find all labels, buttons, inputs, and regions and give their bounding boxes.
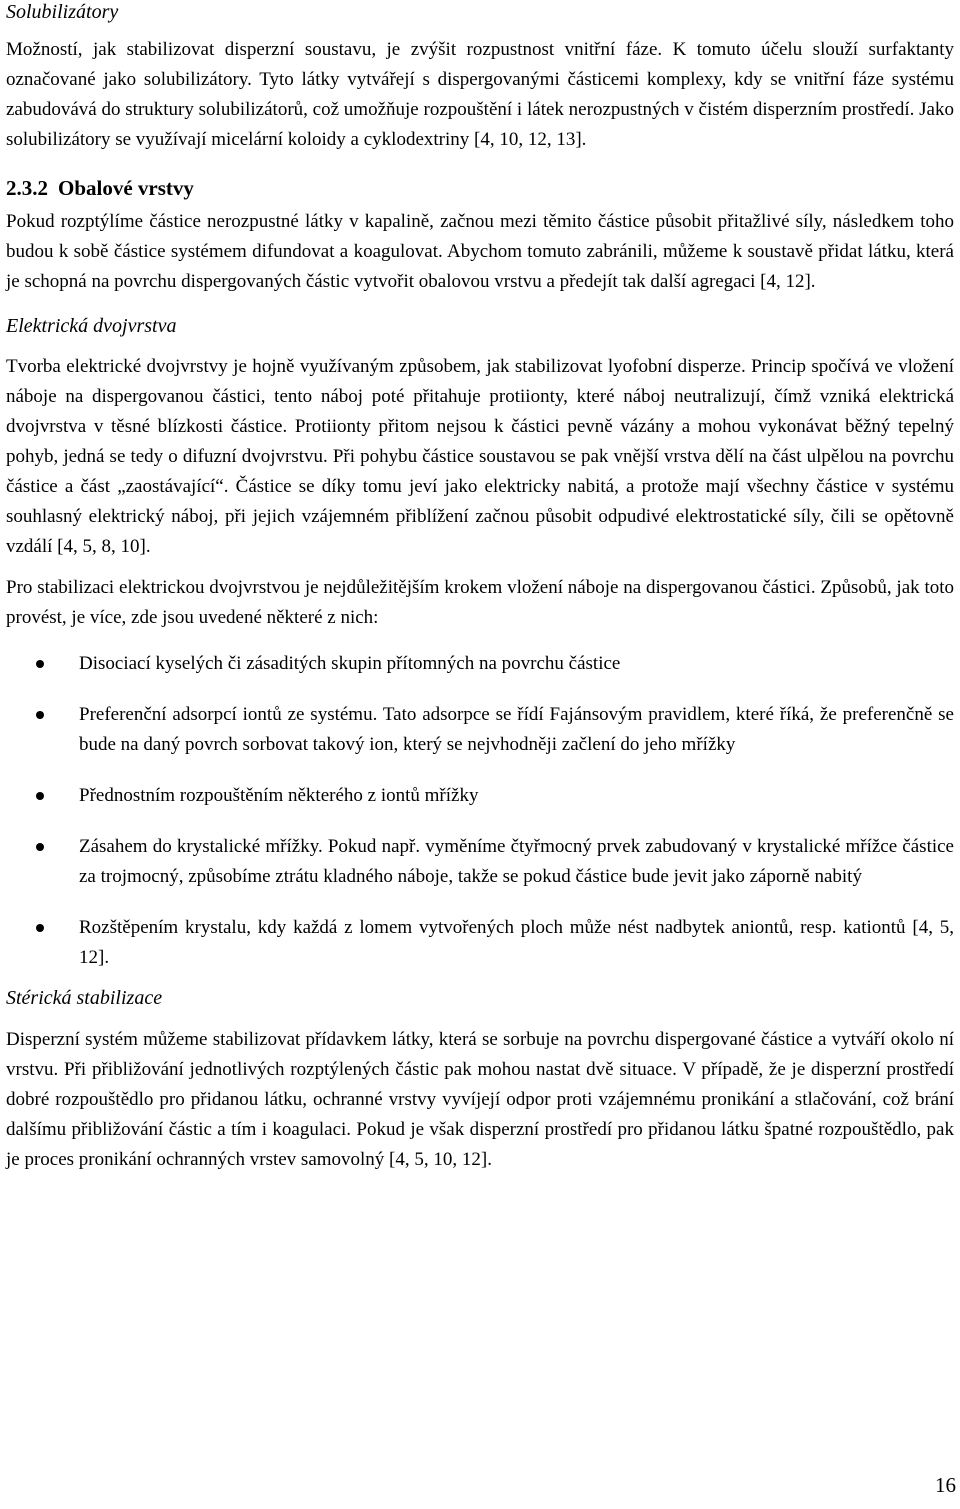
- bullet-icon: [36, 711, 44, 719]
- paragraph-elektricka-dvojvrstva-1: Tvorba elektrické dvojvrstvy je hojně využívaným způsobem, jak stabilizovat lyofobní disperze. Princip spočívá ve vložení náboje na dispergovanou částici, tento náboj poté přitahuje protiionty, které náboj neutralizují, čímž vzniká elektrická dvojvrstva v těsné blízkosti částice. Protiionty přitom nejsou k částici pevně vázány a mohou vykonávat běžný tepelný pohyb, jedná se tedy o difuzní dvojvrstvu. Při pohybu částice soustavou se pak vnější vrstva dělí na část ulpělou na povrchu částice a část „zaostávající“. Částice se díky tomu jeví jako elektricky nabitá, a protože mají všechny částice v systému souhlasný elektrický náboj, při jejich vzájemném přiblížení začnou působit odpudivé elektrostatické síly, čili se opětovně vzdálí [4, 5, 8, 10].: [6, 356, 954, 557]
- heading-solubilizatory: Solubilizátory: [6, 1, 119, 23]
- list-item-text: Preferenční adsorpcí iontů ze systému. Tato adsorpce se řídí Fajánsovým pravidlem, které říká, že preferenčně se bude na daný povrch sorbovat takový ion, který se nejvhodněji začlení do jeho mřížky: [79, 704, 954, 755]
- heading-stericka-stabilizace: Stérická stabilizace: [6, 987, 163, 1009]
- bullet-icon: [36, 660, 44, 668]
- list-item: [6, 700, 954, 760]
- section-title: Obalové vrstvy: [58, 176, 194, 200]
- list-item: [6, 832, 954, 892]
- heading-elektricka-dvojvrstva: Elektrická dvojvrstva: [6, 315, 177, 337]
- paragraph-elektricka-dvojvrstva-2: Pro stabilizaci elektrickou dvojvrstvou je nejdůležitějším krokem vložení náboje na dispergovanou částici. Způsobů, jak toto provést, je více, zde jsou uvedené některé z nich:: [6, 577, 954, 628]
- list-item-text: Přednostním rozpouštěním některého z iontů mřížky: [79, 785, 479, 806]
- bullet-icon: [36, 924, 44, 932]
- charge-methods-list: [6, 649, 954, 973]
- list-item: [6, 913, 954, 973]
- bullet-icon: [36, 843, 44, 851]
- document-page: [6, 0, 954, 1175]
- section-heading-obalove-vrstvy: [6, 174, 954, 202]
- list-item-text: Rozštěpením krystalu, kdy každá z lomem vytvořených ploch může nést nadbytek aniontů, resp. kationtů [4, 5, 12].: [79, 917, 954, 968]
- bullet-icon: [36, 792, 44, 800]
- list-item-text: Zásahem do krystalické mřížky. Pokud např. vyměníme čtyřmocný prvek zabudovaný v krystalické mřížce částice za trojmocný, způsobíme ztrátu kladného náboje, takže se pokud částice bude jevit jako záporně nabitý: [79, 836, 954, 887]
- paragraph-obalove-vrstvy: Pokud rozptýlíme částice nerozpustné látky v kapalině, začnou mezi těmito částice působit přitažlivé síly, následkem toho budou k sobě částice systémem difundovat a koagulovat. Abychom tomuto zabránili, můžeme k soustavě přidat látku, která je schopná na povrchu dispergovaných částic vytvořit obalovou vrstvu a předejít tak další agregaci [4, 12].: [6, 211, 954, 292]
- section-number: 2.3.2: [6, 176, 48, 200]
- list-item: [6, 781, 954, 811]
- paragraph-stericka-stabilizace: Disperzní systém můžeme stabilizovat přídavkem látky, která se sorbuje na povrchu dispergované částice a vytváří okolo ní vrstvu. Při přibližování jednotlivých rozptýlených částic pak mohou nastat dvě situace. V případě, že je disperzní prostředí dobré rozpouštědlo pro přidanou látku, ochranné vrstvy vyvíjejí odpor proti vzájemnému pronikání a stlačování, což brání dalšímu přibližování částic a tím i koagulaci. Pokud je však disperzní prostředí pro přidanou látku špatné rozpouštědlo, pak je proces pronikání ochranných vrstev samovolný [4, 5, 10, 12].: [6, 1029, 954, 1170]
- page-number: 16: [935, 1473, 956, 1497]
- list-item-text: Disociací kyselých či zásaditých skupin přítomných na povrchu částice: [79, 653, 621, 674]
- paragraph-solubilizatory: Možností, jak stabilizovat disperzní soustavu, je zvýšit rozpustnost vnitřní fáze. K tomuto účelu slouží surfaktanty označované jako solubilizátory. Tyto látky vytvářejí s dispergovanými částicemi komplexy, kdy se vnitřní fáze systému zabudovává do struktury solubilizátorů, což umožňuje rozpouštění i látek nerozpustných v čistém disperzním prostředí. Jako solubilizátory se využívají micelární koloidy a cyklodextriny [4, 10, 12, 13].: [6, 39, 954, 150]
- list-item: [6, 649, 954, 679]
